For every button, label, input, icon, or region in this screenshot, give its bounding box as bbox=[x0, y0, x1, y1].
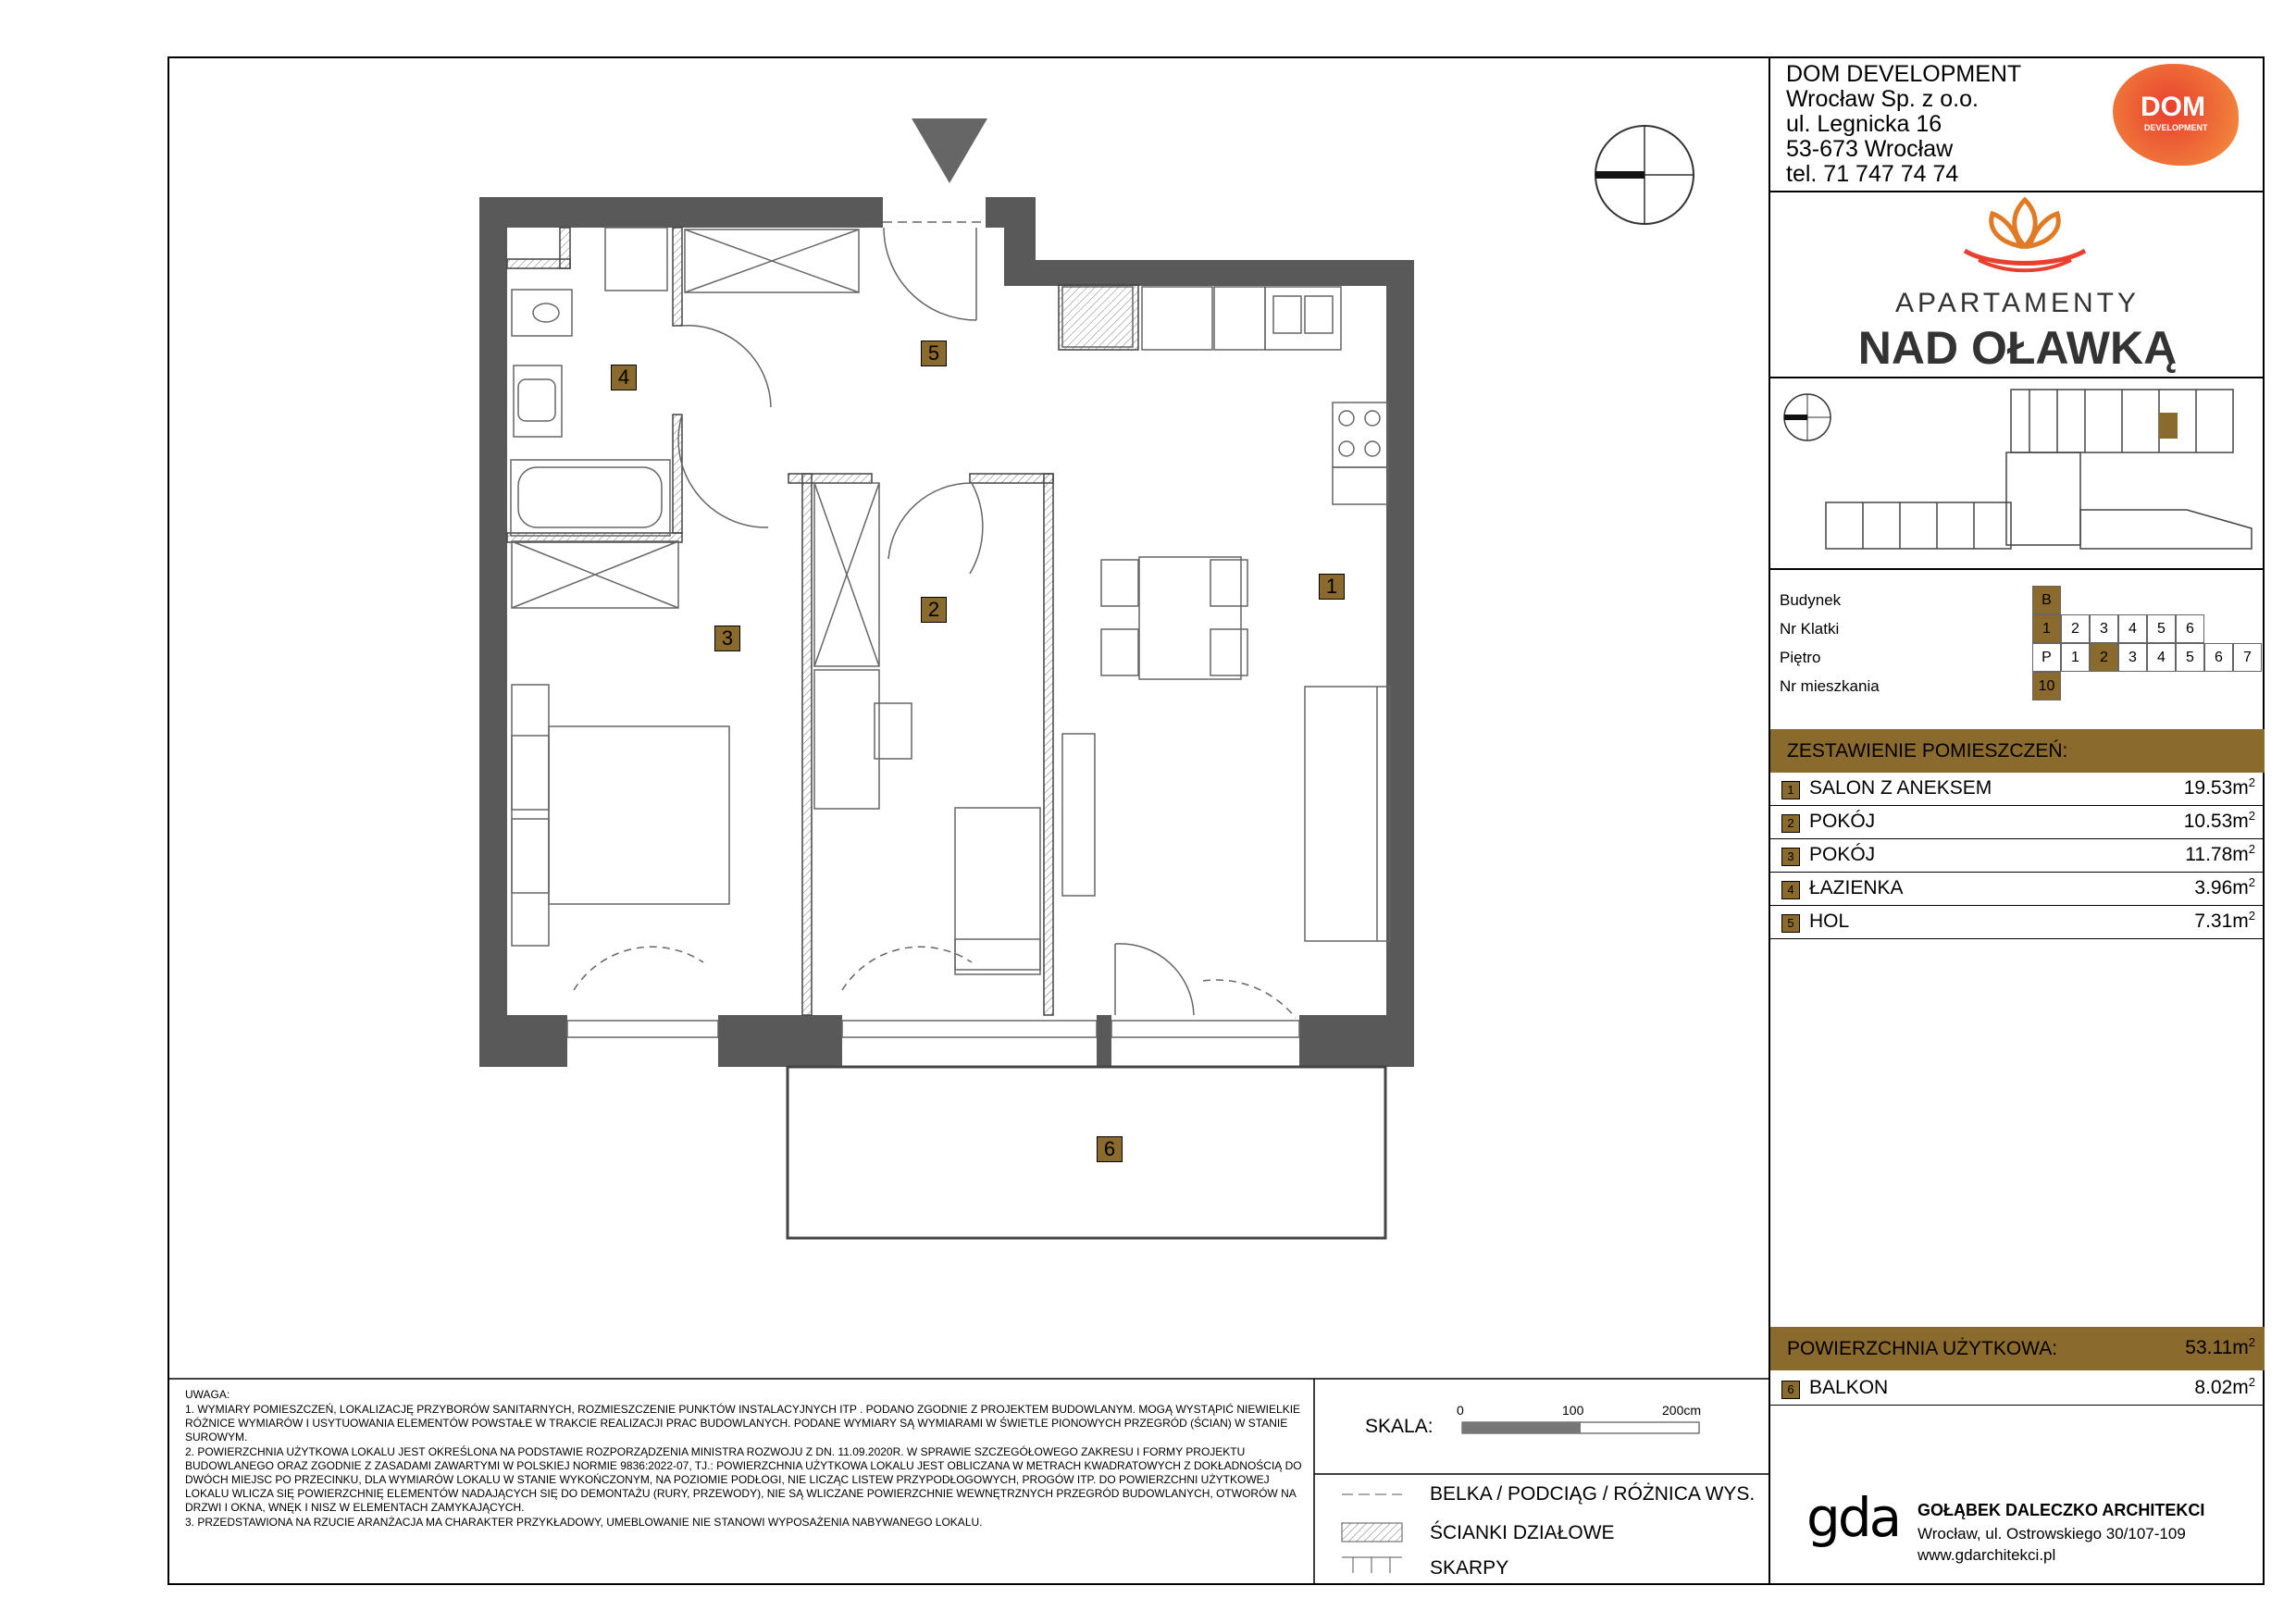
room-area: $7.31m^2$ bbox=[2194, 909, 2255, 932]
cell-pietro-4: 4 bbox=[2147, 643, 2176, 672]
table-label-budynek: Budynek bbox=[1780, 591, 1842, 609]
architect-name: GOŁĄBEK DALECZKO ARCHITEKCI bbox=[1917, 1501, 2205, 1519]
room-row bbox=[1770, 773, 2265, 806]
usable-area-value: $53.11m^2$ bbox=[2185, 1335, 2255, 1358]
legend-reveal: SKARPY bbox=[1430, 1557, 1509, 1579]
site-compass-icon bbox=[1784, 394, 1831, 440]
cell-pietro-3: 3 bbox=[2118, 643, 2147, 672]
room-area: $3.96m^2$ bbox=[2194, 875, 2255, 898]
furniture bbox=[511, 222, 1390, 1238]
cell-klatka-1: 1 bbox=[2032, 614, 2061, 643]
note-2: 2. POWIERZCHNIA UŻYTKOWA LOKALU JEST OKREŚLONA NA PODSTAWIE ROZPORZĄDZENIA MINISTRA ROZWOJU Z DN. 11.09.2020R. W SPRAWIE SZCZEGÓŁOWEGO ZAKRESU I FORMY PROJEKTU BUDOWLANEGO ORAZ ZGODNIE Z ZASADAMI ZAWARTYMI W POLSKIEJ NORMIE 9836:2022-07, TJ.: POWIERZCHNIA UŻYTKOWA LOKALU JEST OBLICZANA W METRACH KWADRATOWYCH Z DOKŁADNOŚCIĄ DO DWÓCH MIEJSC PO PRZECINKU, DLA WYMIARÓW LOKALU W STANIE WYKOŃCZONYM, NA POZIOMIE PODŁOGI, NIE LICZĄC LISTEW PRZYPODŁOGOWYCH, PROGÓW ITP. DO POWIERZCHNI UŻYTKOWEJ LOKALU WLICZA SIĘ POWIERZCHNIĘ ELEMENTÓW NADAJĄCYCH SIĘ DO DEMONTAŻU (RURY, PRZEWODY), NIE SĄ WLICZANE POWIERZCHNIE WEWNĘTRZNYCH PRZEGRÓD BUDOWLANYCH, OTWORÓW NA DRZWI I OKNA, WNĘK I NISZ W ELEMENTACH ZAMYKAJĄCYCH. bbox=[185, 1445, 1302, 1514]
scale-tick-0: 0 bbox=[1457, 1403, 1464, 1418]
room-num: 2 bbox=[1781, 814, 1800, 833]
building-outline-icon bbox=[1826, 390, 2252, 549]
project-title-line2: NAD OŁAWKĄ bbox=[1857, 322, 2178, 374]
legend-partition: ŚCIANKI DZIAŁOWE bbox=[1430, 1522, 1615, 1543]
note-1: 1. WYMIARY POMIESZCZEŃ, LOKALIZACJĘ PRZYBORÓW SANITARNYCH, ROZMIESZCZENIE PUNKTÓW INSTALACYJNYCH ITP . PODANO ZGODNIE Z PROJEKTEM BUDOWLANYM. MOGĄ WYSTĄPIĆ NIEWIELKIE RÓŻNICE WYMIARÓW I USYTUOWANIA ELEMENTÓW POWSTAŁE W TRAKCIE REALIZACJI PRAC BUDOWLANYCH. PODANE WYMIARY SĄ WYMIARAMI W ŚWIETLE PIONOWYCH PRZEGRÓD (ŚCIAN) W STANIE SUROWYM. bbox=[185, 1403, 1301, 1443]
cell-klatka-3: 3 bbox=[2090, 614, 2118, 643]
plan-label-6: 6 bbox=[1097, 1136, 1123, 1162]
architect-address: Wrocław, ul. Ostrowskiego 30/107-109 bbox=[1917, 1525, 2186, 1542]
developer-phone: tel. 71 747 74 74 bbox=[1786, 161, 1959, 187]
room-row bbox=[1770, 906, 2265, 939]
compass-icon bbox=[1595, 126, 1694, 224]
cell-pietro-p: P bbox=[2032, 643, 2061, 672]
developer-company: Wrocław Sp. z o.o. bbox=[1786, 86, 1979, 112]
cell-pietro-5: 5 bbox=[2176, 643, 2204, 672]
room-row bbox=[1770, 839, 2265, 873]
usable-area-bar bbox=[1770, 1327, 2265, 1370]
room-name: SALON Z ANEKSEM bbox=[1809, 777, 1992, 799]
room-name: HOL bbox=[1809, 911, 1850, 932]
gda-logo: gda bbox=[1806, 1486, 1900, 1549]
developer-city: 53-673 Wrocław bbox=[1786, 136, 1954, 162]
cell-klatka-5: 5 bbox=[2147, 614, 2176, 643]
room-area: $8.02m^2$ bbox=[2194, 1375, 2255, 1398]
plan-label-4: 4 bbox=[611, 365, 637, 390]
plan-label-5: 5 bbox=[921, 341, 947, 366]
cell-klatka-2: 2 bbox=[2061, 614, 2090, 643]
room-num: 1 bbox=[1781, 781, 1800, 799]
scale-bar bbox=[1462, 1422, 1699, 1433]
cell-mieszkanie-10: 10 bbox=[2032, 672, 2061, 700]
scale-tick-200: 200cm bbox=[1662, 1403, 1702, 1418]
balcony-row bbox=[1770, 1372, 2265, 1406]
cell-klatka-4: 4 bbox=[2118, 614, 2147, 643]
cell-pietro-6: 6 bbox=[2204, 643, 2233, 672]
usable-area-label: POWIERZCHNIA UŻYTKOWA: bbox=[1787, 1338, 2058, 1359]
site-map bbox=[1770, 380, 2265, 565]
developer-street: ul. Legnicka 16 bbox=[1786, 111, 1942, 137]
project-title-line1: APARTAMENTY bbox=[1894, 288, 2141, 318]
info-panel bbox=[1769, 56, 2265, 1585]
room-name: BALKON bbox=[1809, 1377, 1889, 1398]
note-3: 3. PRZEDSTAWIONA NA RZUCIE ARANŻACJA MA CHARAKTER PRZYKŁADOWY, UMEBLOWANIE NIE STANOWI WYPOSAŻENIA NABYWANEGO LOKALU. bbox=[185, 1516, 983, 1529]
table-label-mieszkanie: Nr mieszkania bbox=[1780, 677, 1880, 695]
logo-text-dom: DOM bbox=[2141, 92, 2205, 122]
developer-address bbox=[1786, 62, 2021, 187]
developer-name: DOM DEVELOPMENT bbox=[1786, 61, 2022, 87]
room-area: $19.53m^2$ bbox=[2183, 775, 2255, 799]
room-area: $11.78m^2$ bbox=[2185, 842, 2255, 865]
legend-beam: BELKA / PODCIĄG / RÓŻNICA WYS. bbox=[1430, 1483, 1756, 1505]
room-name: POKÓJ bbox=[1809, 811, 1876, 832]
unit-location-marker bbox=[2159, 413, 2178, 439]
table-label-pietro: Piętro bbox=[1780, 649, 1821, 666]
plan-label-3: 3 bbox=[714, 626, 740, 651]
hatched-wall-icon bbox=[1342, 1523, 1402, 1542]
room-area: $10.53m^2$ bbox=[2183, 809, 2255, 832]
table-label-klatka: Nr Klatki bbox=[1780, 620, 1840, 638]
dom-development-logo bbox=[2113, 64, 2239, 166]
room-num: 6 bbox=[1781, 1381, 1800, 1399]
scale-tick-100: 100 bbox=[1562, 1403, 1584, 1418]
notes-block bbox=[185, 1388, 1305, 1530]
room-num: 3 bbox=[1781, 848, 1800, 866]
rooms-header: ZESTAWIENIE POMIESZCZEŃ: bbox=[1787, 740, 2068, 762]
rooms-header-bar bbox=[1770, 729, 2265, 773]
cell-klatka-6: 6 bbox=[2176, 614, 2204, 643]
cell-budynek-b: B bbox=[2032, 586, 2061, 614]
plan-label-1: 1 bbox=[1319, 574, 1345, 600]
reveal-icon bbox=[1342, 1557, 1402, 1573]
logo-text-development: DEVELOPMENT bbox=[2144, 123, 2208, 132]
room-name: ŁAZIENKA bbox=[1809, 877, 1904, 898]
lotus-logo-icon bbox=[1955, 195, 2094, 279]
room-num: 4 bbox=[1781, 881, 1800, 899]
cell-pietro-7: 7 bbox=[2233, 643, 2262, 672]
partition-walls bbox=[507, 228, 1138, 1015]
plan-label-2: 2 bbox=[921, 597, 947, 623]
cell-pietro-2: 2 bbox=[2090, 643, 2118, 672]
room-row bbox=[1770, 873, 2265, 906]
scale-label: SKALA: bbox=[1365, 1416, 1433, 1437]
room-name: POKÓJ bbox=[1809, 844, 1876, 865]
room-row bbox=[1770, 806, 2265, 839]
room-num: 5 bbox=[1781, 914, 1800, 933]
entrance-marker bbox=[912, 118, 987, 183]
architect-web: www.gdarchitekci.pl bbox=[1917, 1546, 2056, 1564]
notes-title: UWAGA: bbox=[185, 1388, 230, 1401]
cell-pietro-1: 1 bbox=[2061, 643, 2090, 672]
